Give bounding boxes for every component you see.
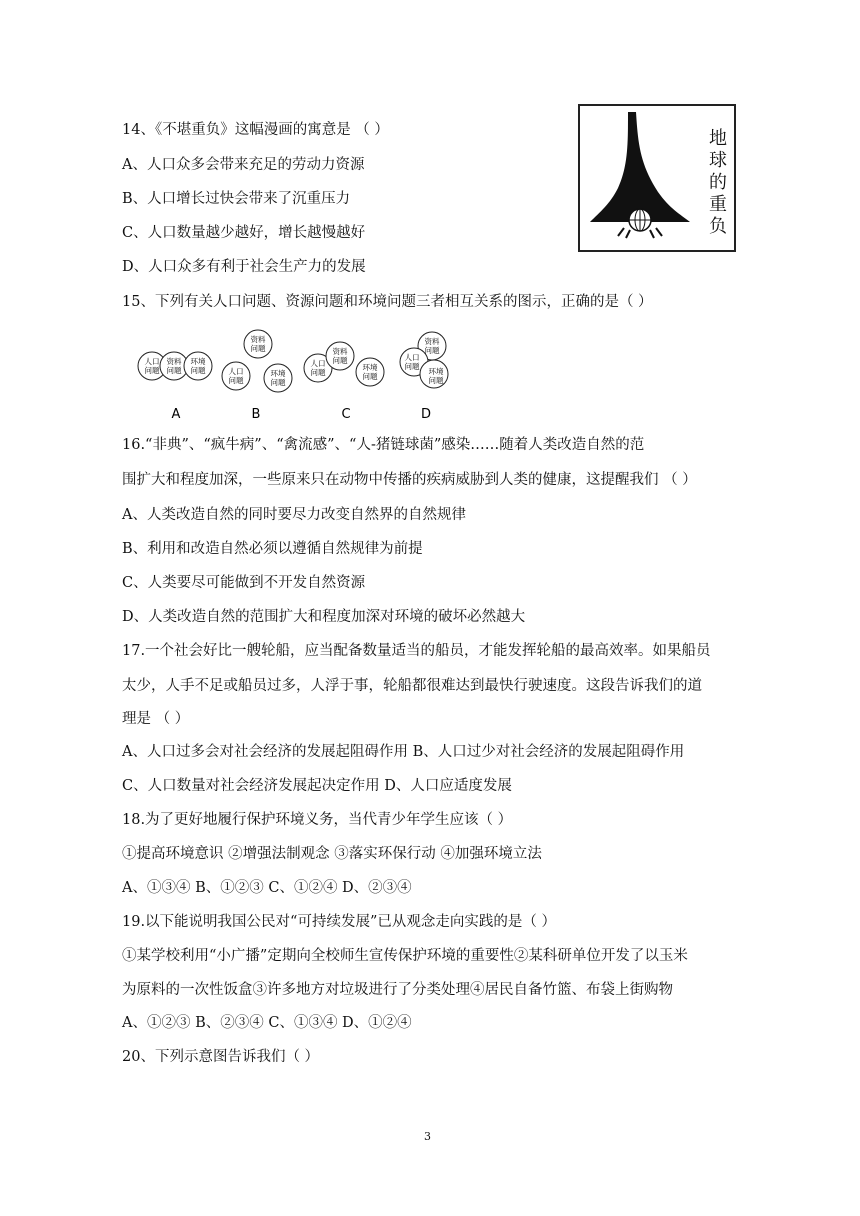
- label-resource: 资料: [332, 347, 348, 356]
- caption-char: 球: [709, 150, 727, 171]
- q14-stem: 14、《不堪重负》这幅漫画的寓意是 （ ）: [122, 122, 389, 138]
- label-resource: 问题: [166, 366, 182, 375]
- caption-char: 负: [709, 216, 727, 237]
- label-environment: 环境: [428, 367, 444, 376]
- label-environment: 环境: [362, 363, 378, 372]
- q20-stem: 20、下列示意图告诉我们（ ）: [122, 1049, 320, 1065]
- option-letter-a: A: [171, 407, 181, 422]
- diagram-a: [138, 352, 212, 422]
- label-resource: 问题: [250, 344, 266, 353]
- diagram-b: [222, 330, 292, 422]
- q18-items: ①提高环境意识 ②增强法制观念 ③落实环保行动 ④加强环境立法: [122, 846, 542, 862]
- label-environment: 环境: [270, 369, 286, 378]
- caption-char: 的: [709, 172, 727, 193]
- option-letter-c: C: [341, 407, 351, 422]
- label-environment: 问题: [270, 378, 286, 387]
- q19-options: A、①②③ B、②③④ C、①③④ D、①②④: [122, 1015, 412, 1031]
- option-letter-d: D: [420, 407, 432, 422]
- q17-stem-line3: 理是 （ ）: [122, 711, 190, 727]
- label-environment: 问题: [362, 372, 378, 381]
- label-population: 人口: [310, 359, 326, 368]
- diagram-d: [400, 332, 448, 422]
- q14-option-d: D、人口众多有利于社会生产力的发展: [122, 259, 366, 275]
- label-resource: 问题: [332, 356, 348, 365]
- q19-stem: 19.以下能说明我国公民对“可持续发展”已从观念走向实践的是（ ）: [122, 914, 556, 930]
- cartoon-caption: [706, 128, 730, 238]
- q16-option-d: D、人类改造自然的范围扩大和程度加深对环境的破坏必然越大: [122, 609, 526, 625]
- label-population: 问题: [228, 376, 244, 385]
- caption-char: 地: [709, 128, 727, 149]
- label-environment: 环境: [190, 357, 206, 366]
- q14-option-a: A、人口众多会带来充足的劳动力资源: [122, 157, 365, 173]
- label-population: 人口: [228, 367, 244, 376]
- caption-char: 重: [709, 194, 727, 215]
- q19-items-line1: ①某学校利用“小广播”定期向全校师生宣传保护环境的重要性②某科研单位开发了以玉米: [122, 948, 688, 964]
- q18-options: A、①③④ B、①②③ C、①②④ D、②③④: [122, 880, 412, 896]
- label-population: 人口: [404, 353, 420, 362]
- label-population: 问题: [144, 366, 160, 375]
- q18-stem: 18.为了更好地履行保护环境义务，当代青少年学生应该（ ）: [122, 812, 513, 828]
- q16-stem-line2: 围扩大和程度加深，一些原来只在动物中传播的疾病威胁到人类的健康，这提醒我们 （ ）: [122, 472, 697, 488]
- q17-stem-line2: 太少，人手不足或船员过多，人浮于事，轮船都很难达到最快行驶速度。这段告诉我们的道: [122, 678, 702, 694]
- label-environment: 问题: [428, 376, 444, 385]
- label-resource: 资料: [424, 337, 440, 346]
- q16-option-a: A、人类改造自然的同时要尽力改变自然界的自然规律: [122, 507, 466, 523]
- label-environment: 问题: [190, 366, 206, 375]
- label-resource: 资料: [250, 335, 266, 344]
- option-letter-b: B: [251, 407, 261, 422]
- label-population: 问题: [310, 368, 326, 377]
- label-resource: 问题: [424, 346, 440, 355]
- label-population: 问题: [404, 362, 420, 371]
- burden-cartoon: [578, 104, 736, 252]
- q14-option-c: C、人口数量越少越好，增长越慢越好: [122, 225, 366, 241]
- q19-items-line2: 为原料的一次性饭盒③许多地方对垃圾进行了分类处理④居民自备竹篮、布袋上街购物: [122, 982, 673, 998]
- diagram-c: [304, 342, 384, 422]
- q17-stem-line1: 17.一个社会好比一艘轮船，应当配备数量适当的船员，才能发挥轮船的最高效率。如果船员: [122, 643, 711, 659]
- q16-stem-line1: 16.“非典”、“疯牛病”、“禽流感”、“人-猪链球菌”感染……随着人类改造自然的范: [122, 437, 645, 453]
- q17-options-line1: A、人口过多会对社会经济的发展起阻碍作用 B、人口过少对社会经济的发展起阻碍作用: [122, 744, 685, 760]
- label-population: 人口: [144, 357, 160, 366]
- q16-option-b: B、利用和改造自然必须以遵循自然规律为前提: [122, 541, 423, 557]
- q17-options-line2: C、人口数量对社会经济发展起决定作用 D、人口应适度发展: [122, 778, 512, 794]
- q15-stem: 15、下列有关人口问题、资源问题和环境问题三者相互关系的图示，正确的是（ ）: [122, 294, 653, 310]
- label-resource: 资料: [166, 357, 182, 366]
- q16-option-c: C、人类要尽可能做到不开发自然资源: [122, 575, 366, 591]
- q15-relationship-diagrams: [130, 326, 460, 424]
- q14-option-b: B、人口增长过快会带来了沉重压力: [122, 191, 351, 207]
- page-number: 3: [424, 1130, 431, 1143]
